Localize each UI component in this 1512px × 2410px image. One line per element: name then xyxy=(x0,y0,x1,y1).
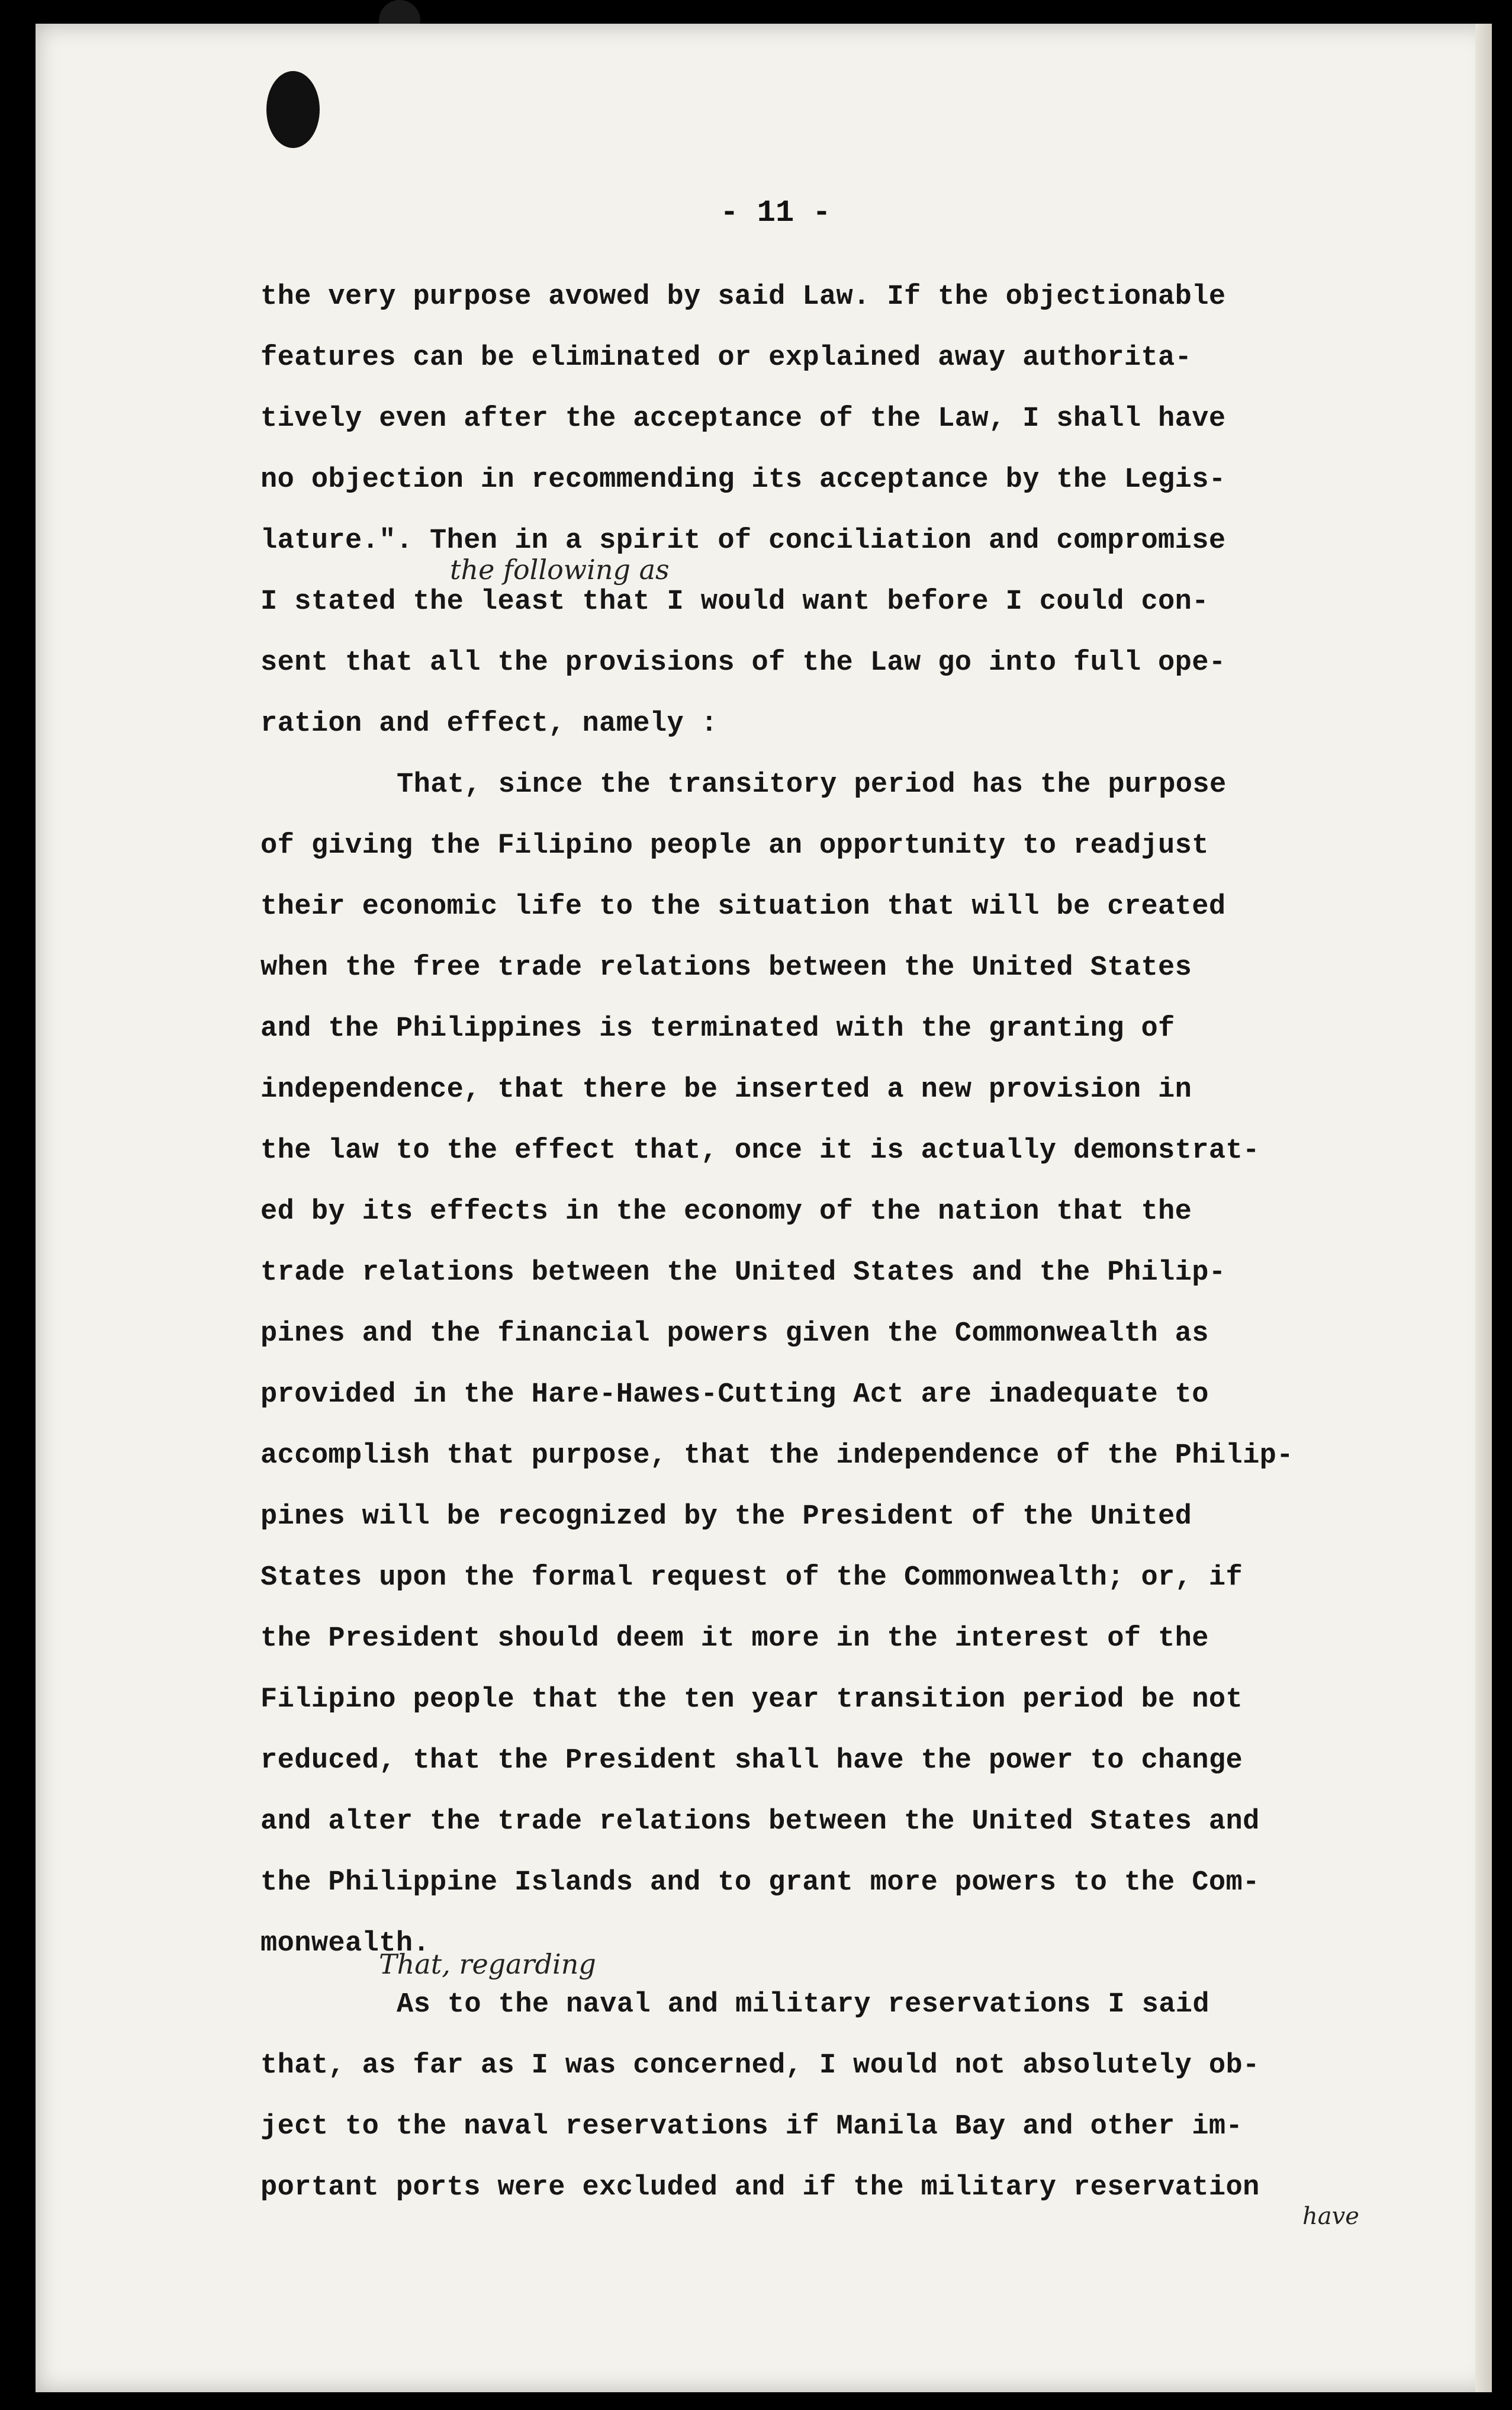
typed-text-body xyxy=(260,266,1356,2218)
text-line: and the Philippines is terminated with the granting of xyxy=(260,1013,1175,1045)
text-line: ject to the naval reservations if Manila Bay and other im- xyxy=(260,2111,1243,2142)
text-line: Filipino people that the ten year transition period be not xyxy=(260,1684,1243,1715)
text-line: the very purpose avowed by said Law. If the objectionable xyxy=(260,281,1226,313)
handwritten-insertion: That, regarding xyxy=(379,1948,596,1980)
paper-edge xyxy=(1475,24,1492,2392)
text-line: independence, that there be inserted a new provision in xyxy=(260,1074,1192,1106)
text-line: provided in the Hare-Hawes-Cutting Act are inadequate to xyxy=(260,1379,1209,1410)
text-line: tively even after the acceptance of the Law, I shall have xyxy=(260,403,1226,435)
text-line: that, as far as I was concerned, I would not absolutely ob- xyxy=(260,2050,1260,2081)
text-line: trade relations between the United States and the Philip- xyxy=(260,1257,1226,1288)
text-line: reduced, that the President shall have the power to change xyxy=(260,1745,1243,1776)
text-line: sent that all the provisions of the Law go into full ope- xyxy=(260,647,1226,679)
text-line: pines will be recognized by the President of the United xyxy=(260,1501,1192,1532)
text-line: lature.". Then in a spirit of conciliation and compromise xyxy=(260,525,1226,557)
text-line: ration and effect, namely : xyxy=(260,708,718,740)
ink-blot xyxy=(266,71,320,148)
text-line: when the free trade relations between the United States xyxy=(260,952,1192,984)
page-number: - 11 - xyxy=(720,195,831,230)
text-line: ed by its effects in the economy of the nation that the xyxy=(260,1196,1192,1228)
text-line: the President should deem it more in the interest of the xyxy=(260,1623,1209,1654)
text-line: monwealth. xyxy=(260,1928,430,1959)
text-line: no objection in recommending its acceptance by the Legis- xyxy=(260,464,1226,496)
text-line: the law to the effect that, once it is actually demonstrat- xyxy=(260,1135,1260,1167)
text-line: As to the naval and military reservations I said xyxy=(397,1989,1210,2020)
text-line: their economic life to the situation that will be created xyxy=(260,891,1226,923)
text-line: States upon the formal request of the Commonwealth; or, if xyxy=(260,1562,1243,1593)
text-line: of giving the Filipino people an opportunity to readjust xyxy=(260,830,1209,862)
handwritten-margin-note: have xyxy=(1302,2203,1359,2230)
text-line: accomplish that purpose, that the independence of the Philip- xyxy=(260,1440,1294,1471)
text-line: That, since the transitory period has the purpose xyxy=(397,769,1227,801)
text-line: the Philippine Islands and to grant more powers to the Com- xyxy=(260,1867,1260,1898)
text-line: pines and the financial powers given the Commonwealth as xyxy=(260,1318,1209,1349)
handwritten-insertion: the following as xyxy=(450,554,670,586)
text-line: features can be eliminated or explained away authorita- xyxy=(260,342,1192,374)
text-line: I stated the least that I would want before I could con- xyxy=(260,586,1209,618)
text-line: portant ports were excluded and if the military reservation xyxy=(260,2172,1260,2203)
text-line: and alter the trade relations between the United States and xyxy=(260,1806,1260,1837)
